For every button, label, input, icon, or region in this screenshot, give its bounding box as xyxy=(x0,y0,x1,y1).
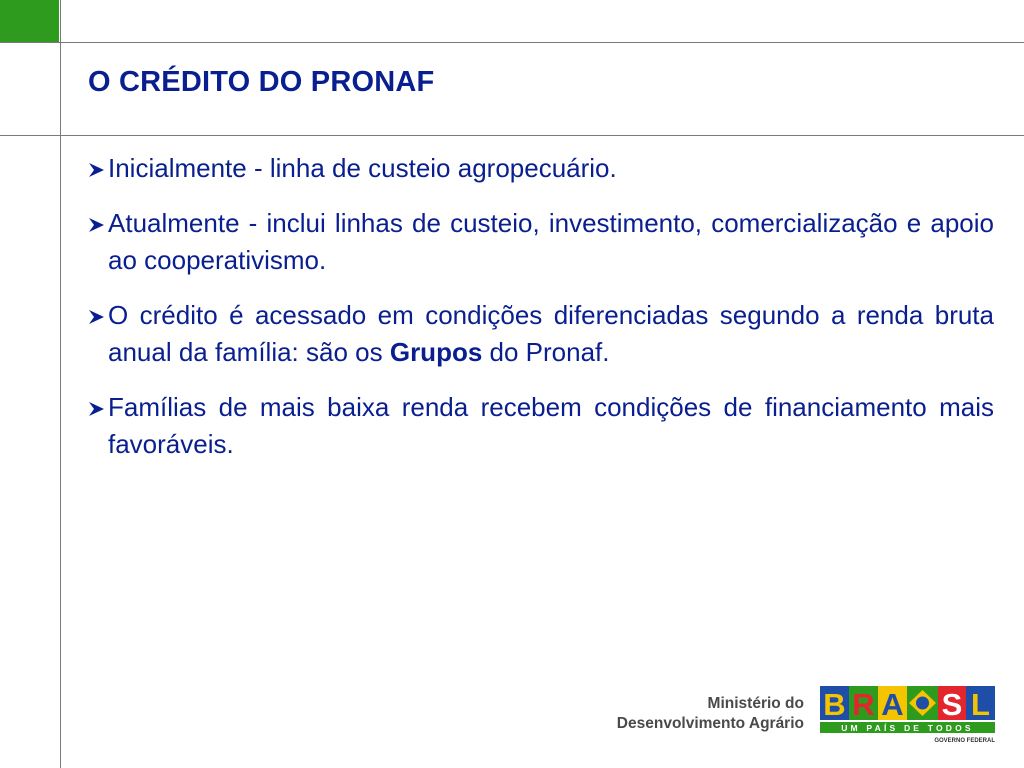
bullet-bold-term: Grupos xyxy=(389,337,483,367)
bullet-text: Famílias de mais baixa renda recebem condições de financiamento mais favoráveis. xyxy=(108,392,994,459)
bullet-arrow-icon xyxy=(88,162,106,178)
svg-text:A: A xyxy=(881,687,904,722)
bullet-item xyxy=(88,205,994,279)
svg-text:S: S xyxy=(941,687,963,722)
bullet-text: Inicialmente - linha de custeio agropecuário. xyxy=(108,153,617,183)
svg-text:B: B xyxy=(823,687,846,722)
bullet-arrow-icon xyxy=(88,401,106,417)
bullet-item xyxy=(88,297,994,371)
left-margin-line xyxy=(60,0,61,768)
ministry-line-1: Ministério do xyxy=(707,695,804,712)
bullet-item xyxy=(88,150,994,187)
ministry-line-2: Desenvolvimento Agrário xyxy=(616,715,804,732)
bullet-arrow-icon xyxy=(88,309,106,325)
title-divider xyxy=(0,135,1024,136)
governo-federal-label: GOVERNO FEDERAL xyxy=(934,738,995,744)
bullet-text: Atualmente - inclui linhas de custeio, investimento, comercialização e apoio ao cooperativismo. xyxy=(108,208,994,275)
brasil-tagline: UM PAÍS DE TODOS xyxy=(841,723,974,733)
footer-logos xyxy=(590,686,995,746)
slide-title: O CRÉDITO DO PRONAF xyxy=(88,66,435,98)
bullet-list xyxy=(88,150,994,481)
bullet-arrow-icon xyxy=(88,217,106,233)
bullet-text: O crédito é acessado em condições diferenciadas segundo a renda bruta anual da família: são os xyxy=(108,300,994,367)
top-divider xyxy=(0,42,1024,43)
green-corner-block xyxy=(0,0,59,42)
ministry-logo-text xyxy=(590,694,804,734)
bullet-item xyxy=(88,389,994,463)
svg-text:L: L xyxy=(971,687,990,722)
brasil-logo-letters xyxy=(820,686,995,722)
svg-text:R: R xyxy=(852,687,875,722)
brasil-logo xyxy=(820,686,995,744)
bullet-text: do Pronaf. xyxy=(482,337,610,367)
